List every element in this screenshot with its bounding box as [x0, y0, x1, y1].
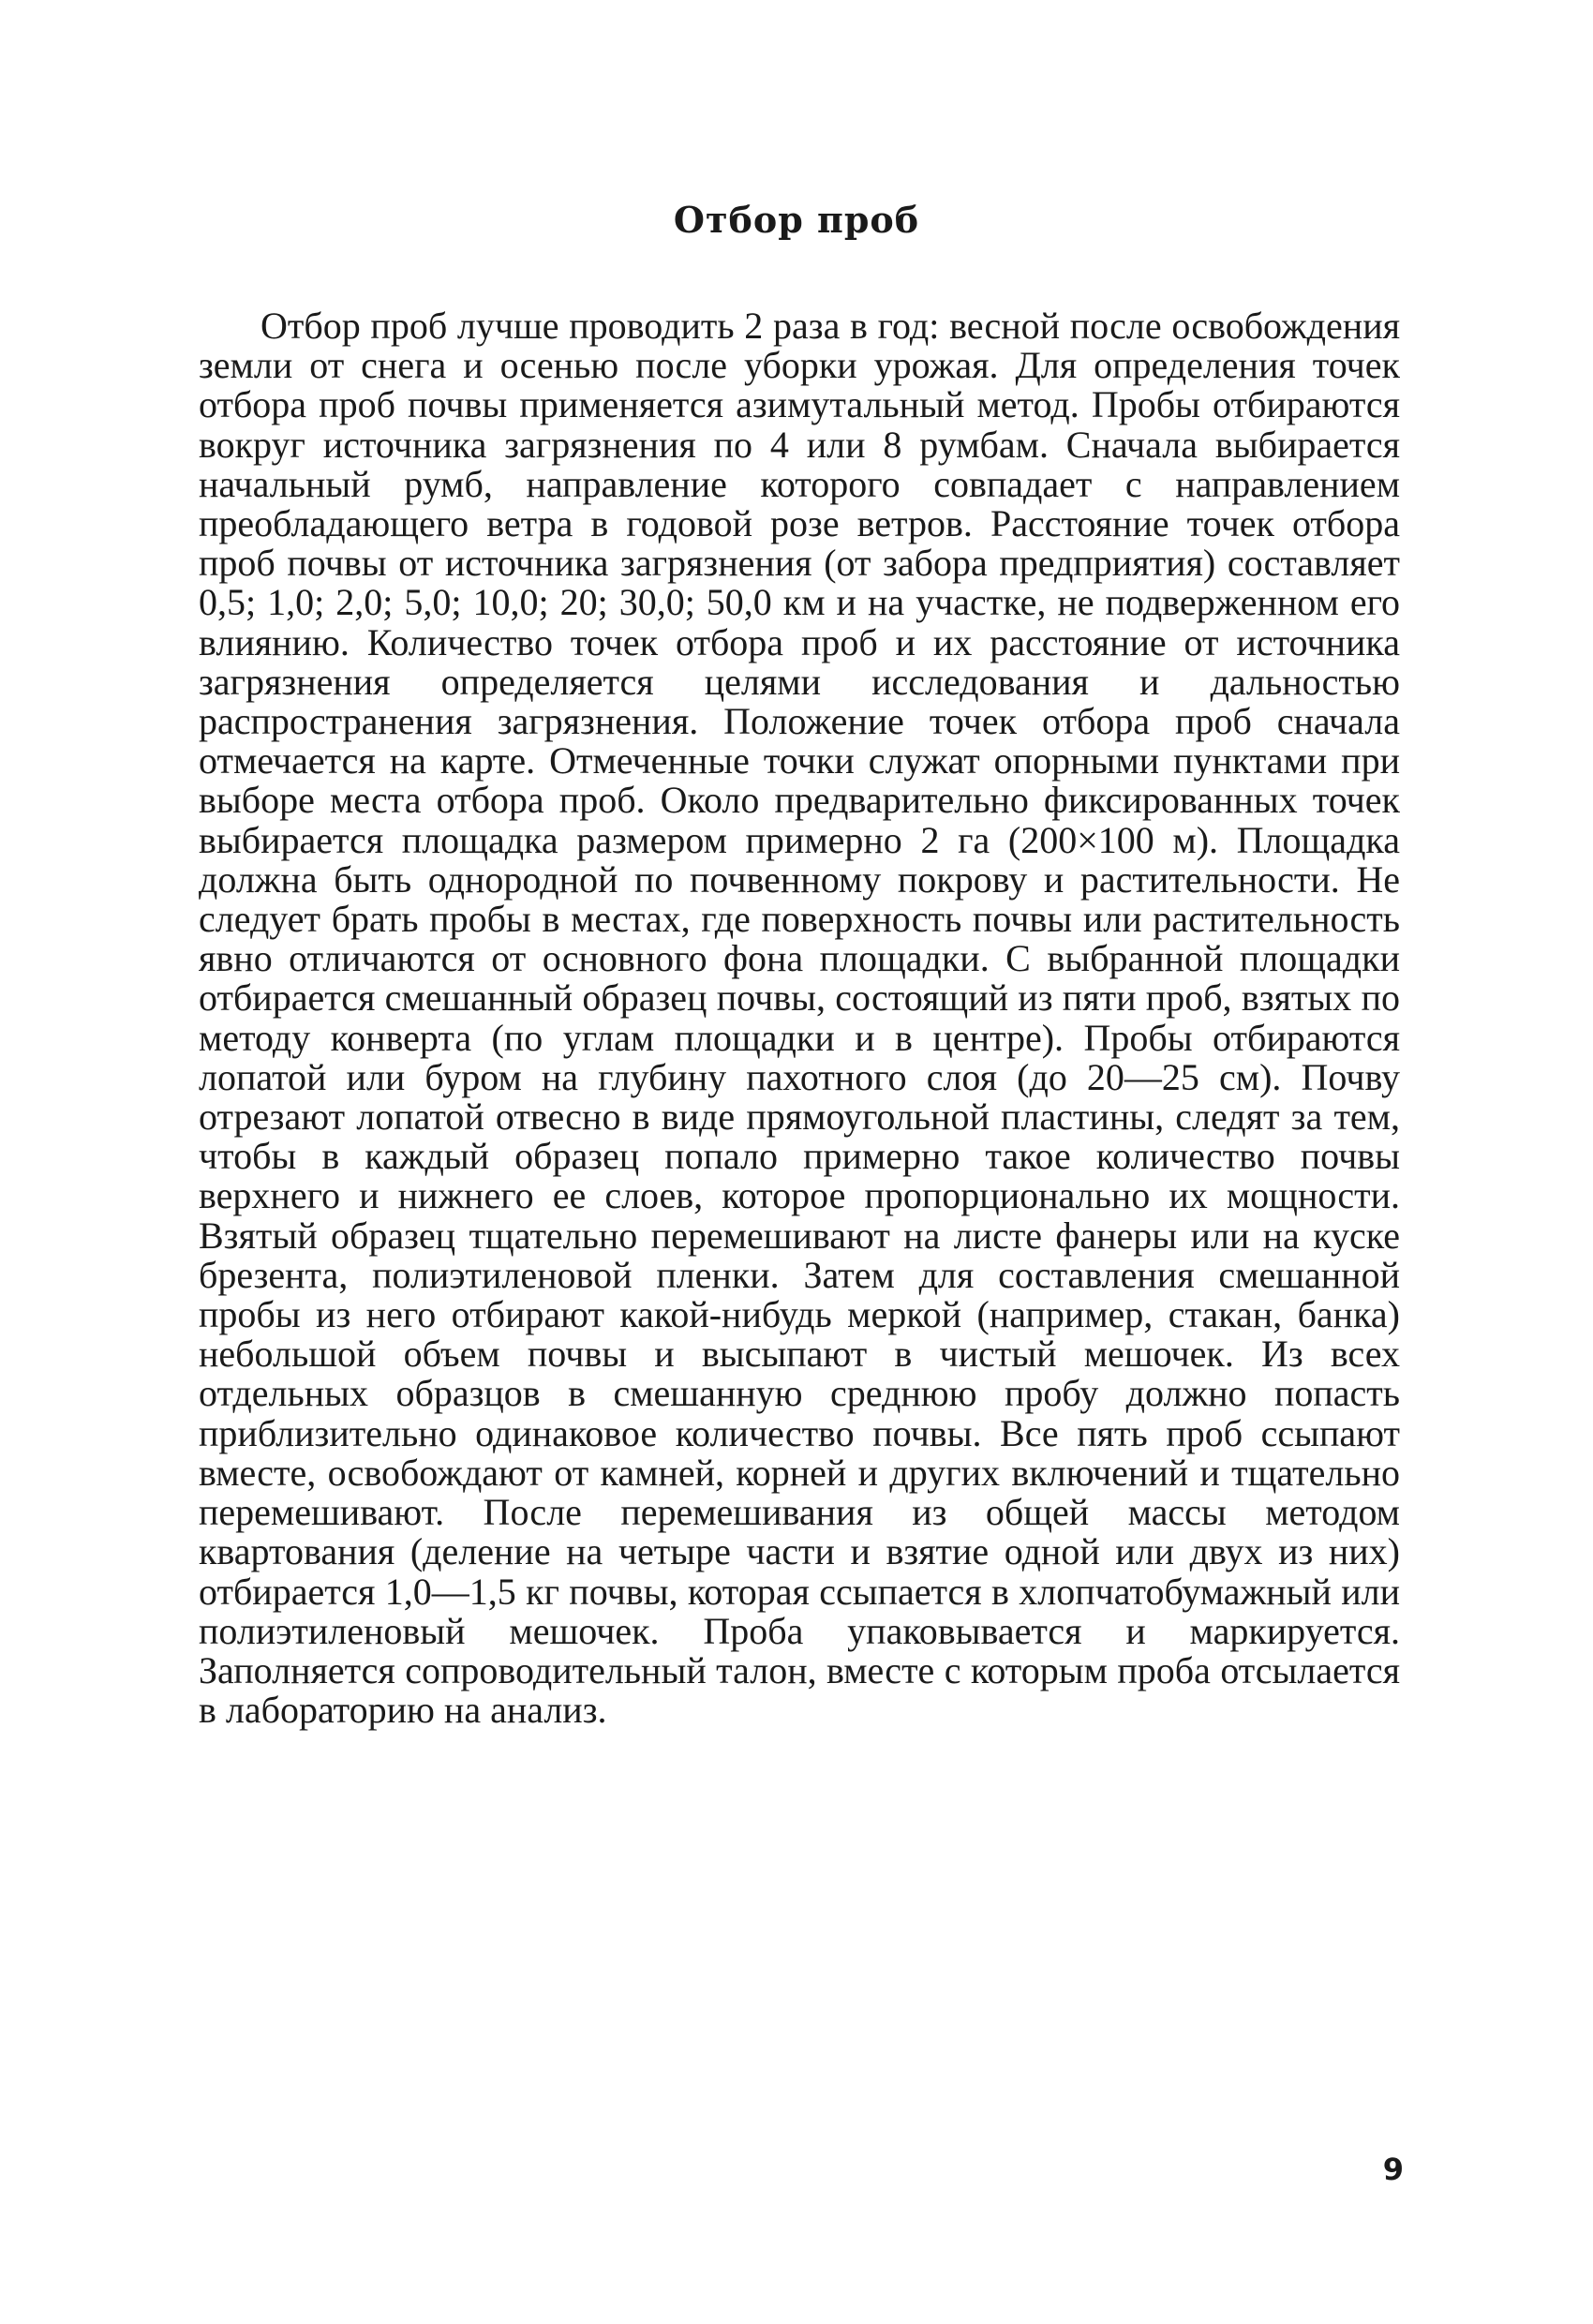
- section-title: Отбор проб: [673, 199, 920, 241]
- body-paragraph: Отбор проб лучше проводить 2 раза в год: весной после освобождения земли от снега и осенью после уборки урожая. Для определения точек отбора проб почвы применяется азимутальный метод. Пробы отбираются вокруг источника загрязнения по 4 или 8 румбам. Сначала выбирается начальный румб, направление которого совпадает с направлением преобладающего ветра в годовой розе ветров. Расстояние точек отбора проб почвы от источника загрязнения (от забора предприятия) составляет 0,5; 1,0; 2,0; 5,0; 10,0; 20; 30,0; 50,0 км и на участке, не подверженном его влиянию. Количество точек отбора проб и их расстояние от источника загрязнения определяется целями исследования и дальностью распространения загрязнения. Положение точек отбора проб сначала отмечается на карте. Отмеченные точки служат опорными пунктами при выборе места отбора проб. Около предварительно фиксированных точек выбирается площадка размером примерно 2 га (200×100 м). Площадка должна быть однородной по почвенному покрову и растительности. Не следует брать пробы в местах, где поверхность почвы или растительность явно отличаются от основного фона площадки. С выбранной площадки отбирается смешанный образец почвы, состоящий из пяти проб, взятых по методу конверта (по углам площадки и в центре). Пробы отбираются лопатой или буром на глубину пахотного слоя (до 20—25 см). Почву отрезают лопатой отвесно в виде прямоугольной пластины, следят за тем, чтобы в каждый образец попало примерно такое количество почвы верхнего и нижнего ее слоев, которое пропорционально их мощности. Взятый образец тщательно перемешивают на листе фанеры или на куске брезента, полиэтиленовой пленки. Затем для составления смешанной пробы из него отбирают какой-нибудь меркой (например, стакан, банка) небольшой объем почвы и высыпают в чистый мешочек. Из всех отдельных образцов в смешанную среднюю пробу должно попасть приблизительно одинаковое количество почвы. Все пять проб ссыпают вместе, освобождают от камней, корней и других включений и тщательно перемешивают. После перемешивания из общей массы методом квартования (деление на четыре части и взятие одной или двух из них) отбирается 1,0—1,5 кг почвы, которая ссыпается в хлопчатобумажный или полиэтиленовый мешочек. Проба упаковывается и маркируется. Заполняется сопроводительный талон, вместе с которым проба отсылается в лабораторию на анализ.: [199, 305, 1400, 1732]
- page-number: 9: [1382, 2152, 1404, 2187]
